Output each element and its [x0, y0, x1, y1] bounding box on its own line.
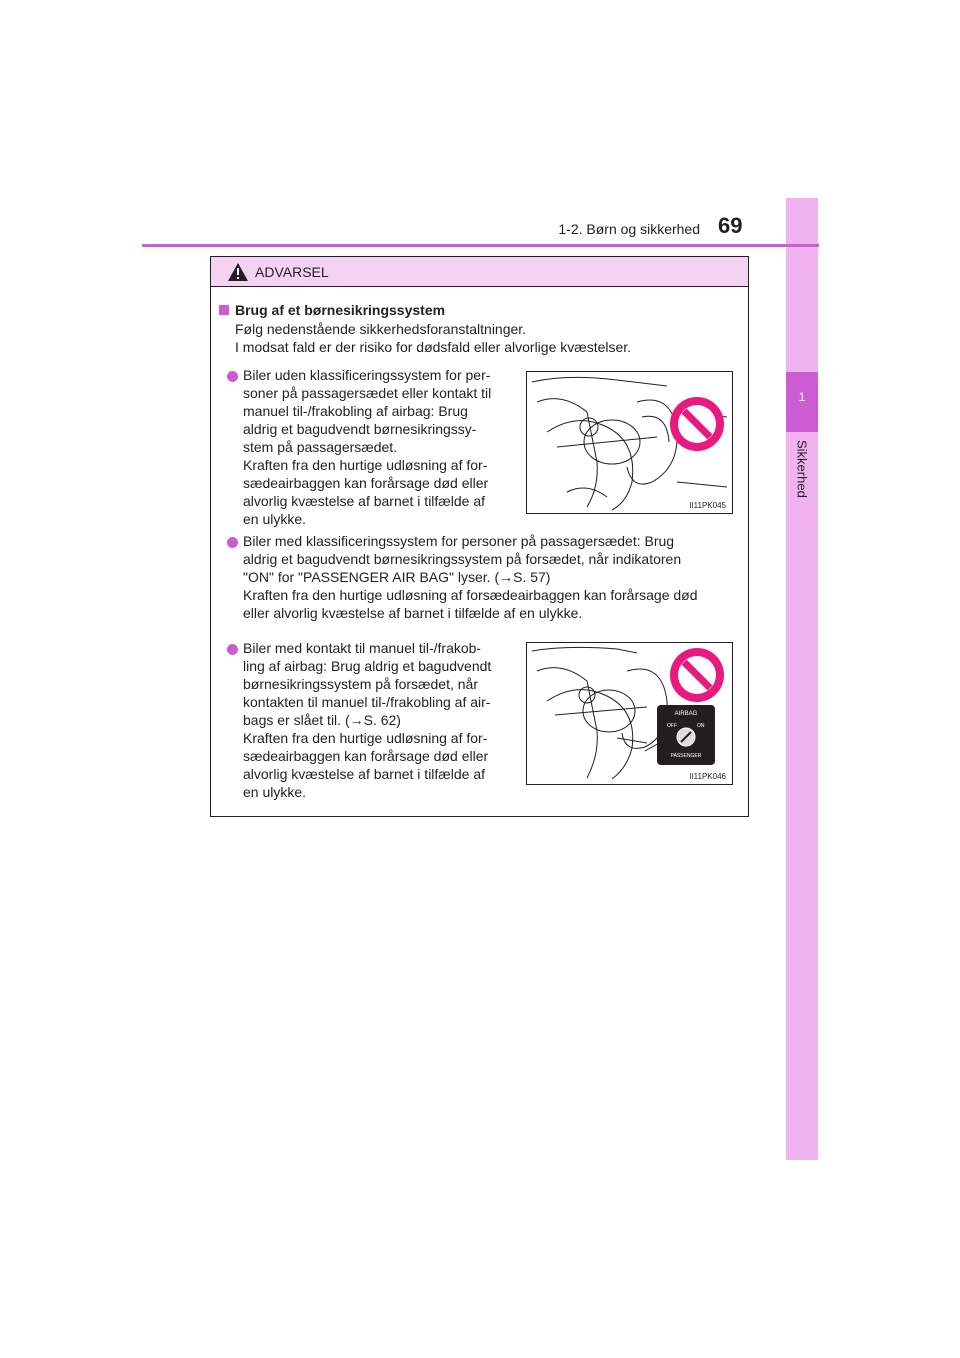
switch-off-label: OFF — [667, 723, 677, 729]
bullet-line: Kraften fra den hurtige udløsning af for- — [243, 730, 488, 746]
bullet-1 — [243, 366, 515, 528]
section-title: 1-2. Børn og sikkerhed — [558, 221, 700, 237]
bullet-line: aldrig et bagudvendt børnesikringssystem på forsædet, når indikatoren — [243, 551, 682, 567]
bullet-line: Kraften fra den hurtige udløsning af for- — [243, 457, 488, 473]
bullet-dot-icon — [227, 644, 238, 655]
illustration-airbag-switch — [526, 642, 733, 785]
square-bullet-icon — [219, 305, 229, 315]
bullet-dot-icon — [227, 371, 238, 382]
switch-top-label: AIRBAG — [674, 711, 698, 717]
airbag-switch-drawing — [527, 643, 732, 784]
airbag-switch-panel — [645, 705, 715, 765]
rear-facing-seat-drawing — [527, 372, 732, 513]
bullet-line: sædeairbaggen kan forårsage død eller — [243, 748, 489, 764]
bullet-line: bags er slået til. (→S. 62) — [243, 712, 401, 728]
chapter-side-label — [784, 440, 820, 520]
bullet-2 — [243, 532, 743, 622]
prohibition-icon — [670, 397, 724, 451]
bullet-3 — [243, 639, 515, 801]
bullet-line: en ulykke. — [243, 511, 307, 527]
bullet-line: sædeairbaggen kan forårsage død eller — [243, 475, 489, 491]
bullet-line: Biler uden klassificeringssystem for per- — [243, 367, 491, 383]
bullet-line: Biler med klassificeringssystem for personer på passagersædet: Brug — [243, 533, 675, 549]
chapter-side-tab — [786, 198, 818, 1160]
bullet-line: børnesikringssystem på forsædet, når — [243, 676, 478, 692]
bullet-line: "ON" for "PASSENGER AIR BAG" lyser. (→S. 57) — [243, 569, 551, 585]
bullet-line: Biler med kontakt til manuel til-/frakob- — [243, 640, 482, 656]
intro-line: I modsat fald er der risiko for dødsfald eller alvorlige kvæstelser. — [235, 339, 632, 355]
switch-bottom-label: PASSENGER — [670, 753, 702, 759]
bullet-line: soner på passagersædet eller kontakt til — [243, 385, 492, 401]
illustration-code: II11PK046 — [689, 772, 726, 781]
bullet-line: stem på passagersædet. — [243, 439, 398, 455]
warning-box — [210, 256, 749, 817]
illustration-code: II11PK045 — [689, 501, 726, 510]
bullet-line: aldrig et bagudvendt børnesikringssy- — [243, 421, 477, 437]
intro-line: Følg nedenstående sikkerhedsforanstaltninger. — [235, 321, 527, 337]
bullet-dot-icon — [227, 537, 238, 548]
bullet-line: alvorlig kvæstelse af barnet i tilfælde af — [243, 493, 485, 509]
warning-subheading — [219, 302, 445, 318]
warning-triangle-icon — [227, 262, 249, 282]
warning-label: ADVARSEL — [255, 264, 329, 280]
bullet-line: kontakten til manuel til-/frakobling af air- — [243, 694, 491, 710]
warning-subheading-text: Brug af et børnesikringssystem — [235, 302, 446, 318]
warning-header — [211, 257, 748, 287]
bullet-line: manuel til-/frakobling af airbag: Brug — [243, 403, 468, 419]
prohibition-icon — [670, 648, 724, 702]
chapter-side-label-text: Sikkerhed — [794, 440, 810, 498]
warning-intro — [235, 320, 631, 356]
bullet-line: ling af airbag: Brug aldrig et bagudvendt — [243, 658, 492, 674]
illustration-rear-facing-seat — [526, 371, 733, 514]
page-number: 69 — [718, 213, 743, 238]
bullet-line: eller alvorlig kvæstelse af barnet i tilfælde af en ulykke. — [243, 605, 583, 621]
bullet-line: en ulykke. — [243, 784, 307, 800]
switch-on-label: ON — [697, 723, 705, 729]
chapter-number: 1 — [798, 390, 806, 404]
header-rule — [142, 244, 819, 247]
bullet-line: Kraften fra den hurtige udløsning af forsædeairbaggen kan forårsage død — [243, 587, 698, 603]
bullet-line: alvorlig kvæstelse af barnet i tilfælde af — [243, 766, 485, 782]
